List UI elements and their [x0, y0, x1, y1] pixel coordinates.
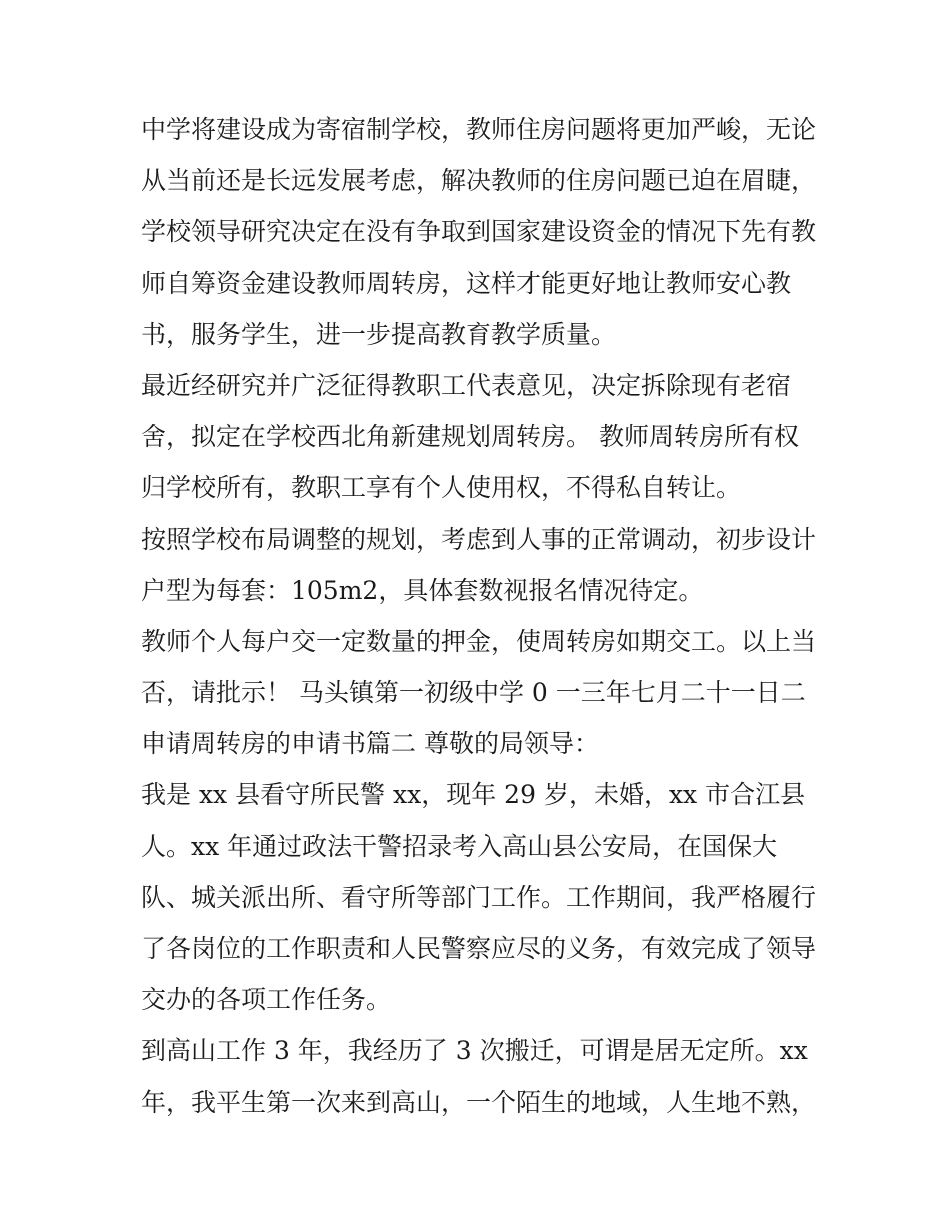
text-line: 年，我平生第一次来到高山，一个陌生的地域，人生地不熟， [141, 1087, 817, 1117]
text-line: 否，请批示！ 马头镇第一初级中学 0 一三年七月二十一日二 [141, 678, 806, 708]
text-line: 最近经研究并广泛征得教职工代表意见，决定拆除现有老宿 [141, 370, 792, 400]
text-line: 教师个人每户交一定数量的押金，使周转房如期交工。以上当 [141, 626, 817, 656]
text-line: 归学校所有，教职工享有个人使用权，不得私自转让。 [141, 473, 742, 503]
text-line: 师自筹资金建设教师周转房，这样才能更好地让教师安心教 [141, 268, 792, 298]
text-line: 中学将建设成为寄宿制学校，教师住房问题将更加严峻，无论 [141, 115, 817, 144]
text-line: 书，服务学生，进一步提高教育教学质量。 [141, 319, 617, 349]
text-line: 交办的各项工作任务。 [141, 985, 392, 1015]
text-line: 我是 xx 县看守所民警 xx，现年 29 岁，未婚，xx 市合江县 [141, 780, 806, 810]
text-line: 按照学校布局调整的规划，考虑到人事的正常调动，初步设计 [141, 524, 817, 554]
document-body [141, 104, 821, 1128]
text-line: 申请周转房的申请书篇二 尊敬的局领导： [141, 729, 599, 759]
text-line: 到高山工作 3 年，我经历了 3 次搬迁，可谓是居无定所。xx [141, 1036, 808, 1066]
text-line: 学校领导研究决定在没有争取到国家建设资金的情况下先有教 [141, 217, 817, 247]
text-line: 队、城关派出所、看守所等部门工作。工作期间，我严格履行 [141, 882, 817, 912]
text-line: 舍，拟定在学校西北角新建规划周转房。 教师周转房所有权 [141, 422, 799, 452]
text-line: 从当前还是长远发展考虑，解决教师的住房问题已迫在眉睫， [141, 166, 817, 196]
text-line: 了各岗位的工作职责和人民警察应尽的义务，有效完成了领导 [141, 934, 817, 963]
text-line: 人。xx 年通过政法干警招录考入高山县公安局，在国保大 [141, 831, 778, 861]
text-line: 户型为每套：105m2，具体套数视报名情况待定。 [141, 575, 704, 605]
